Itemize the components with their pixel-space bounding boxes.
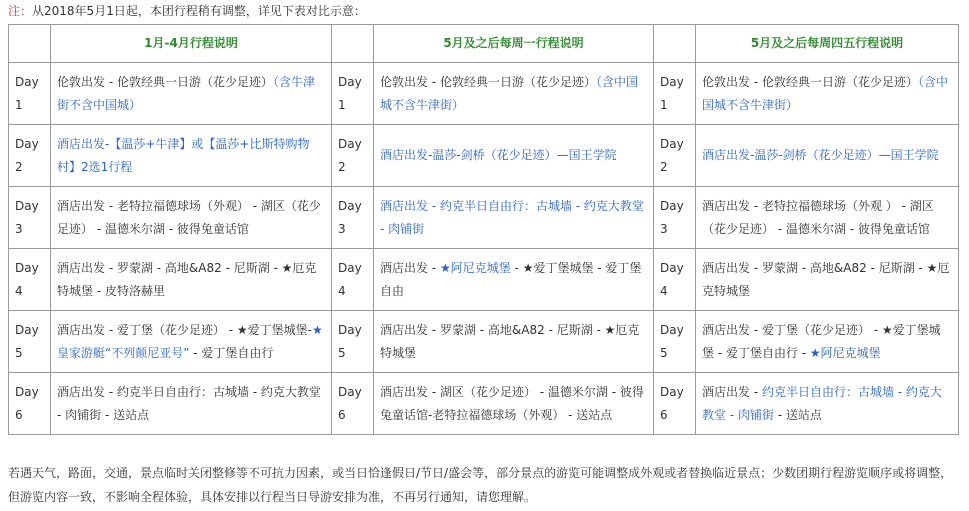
route-text: 酒店出发 - — [702, 384, 762, 399]
disclaimer-text: 若遇天气，路面，交通，景点临时关闭整修等不可抗力因素，或当日恰逢假日/节日/盛会等，部分景点的游览可能调整成外观或者替换临近景点；少数团期行程游览顺序或将调整，但游览内容一致，不影响全程体验，具体安排以行程当日导游安排为准，不再另行通知，请您理解。 — [8, 466, 953, 504]
route-text: - 爱丁堡自由行 — [189, 345, 274, 360]
itinerary-cell — [374, 125, 654, 187]
header-may-monday: 5月及之后每周一行程说明 — [374, 25, 654, 63]
route-text: 伦敦出发 - 伦敦经典一日游（花少足迹） — [702, 74, 918, 89]
route-text: 酒店出发 - 爱丁堡（花少足迹） - ★爱丁堡城堡 - 爱丁堡自由行 - — [702, 322, 941, 360]
itinerary-cell — [696, 311, 959, 373]
itinerary-cell — [696, 249, 959, 311]
day-label: Day5 — [9, 311, 51, 373]
highlighted-route-text: ★阿尼克城堡 — [439, 260, 511, 275]
day-label: Day3 — [654, 187, 696, 249]
itinerary-cell — [51, 125, 332, 187]
table-row — [9, 249, 959, 311]
day-label: Day6 — [332, 373, 374, 435]
highlighted-route-text: 约克半日自由行：古城墙 - 约克大教堂 - 肉铺街 — [702, 384, 942, 422]
itinerary-cell — [374, 311, 654, 373]
itinerary-cell — [696, 125, 959, 187]
itinerary-cell — [374, 373, 654, 435]
table-row — [9, 63, 959, 125]
day-label: Day3 — [9, 187, 51, 249]
day-label: Day4 — [332, 249, 374, 311]
header-jan-apr: 1月-4月行程说明 — [51, 25, 332, 63]
notice-label: 注： — [8, 4, 33, 18]
itinerary-cell — [51, 63, 332, 125]
day-label: Day4 — [654, 249, 696, 311]
route-text: 酒店出发 - 罗蒙湖 - 高地&A82 - 尼斯湖 - ★厄克特城堡 — [702, 260, 950, 298]
itinerary-cell — [51, 311, 332, 373]
header-spacer — [654, 25, 696, 63]
itinerary-cell — [51, 373, 332, 435]
highlighted-route-text: （含中国城不含牛津街） — [702, 74, 948, 112]
header-spacer — [9, 25, 51, 63]
route-text: 伦敦出发 - 伦敦经典一日游（花少足迹） — [380, 74, 596, 89]
highlighted-route-text: 酒店出发-温莎-剑桥（花少足迹）—国王学院 — [380, 148, 617, 162]
itinerary-cell — [51, 249, 332, 311]
day-label: Day2 — [9, 125, 51, 187]
day-label: Day4 — [9, 249, 51, 311]
day-label: Day6 — [9, 373, 51, 435]
highlighted-route-text: 酒店出发-【温莎+牛津】或【温莎+比斯特购物村】2选1行程 — [57, 136, 310, 174]
route-text: 酒店出发 - — [380, 260, 440, 275]
highlighted-route-text: ★阿尼克城堡 — [809, 345, 881, 360]
route-text: 酒店出发 - 老特拉福德球场（外观） - 湖区（花少足迹） - 温德米尔湖 - 彼得兔童话馆 — [57, 198, 321, 236]
day-label: Day1 — [654, 63, 696, 125]
notice-line — [8, 3, 366, 19]
day-label: Day2 — [654, 125, 696, 187]
notice-text: 从2018年5月1日起，本团行程稍有调整，详见下表对比示意： — [32, 4, 366, 18]
table-row — [9, 187, 959, 249]
day-label: Day3 — [332, 187, 374, 249]
highlighted-route-text: （含牛津街不含中国城） — [57, 74, 315, 112]
highlighted-route-text: 酒店出发-温莎-剑桥（花少足迹）—国王学院 — [702, 148, 939, 162]
itinerary-cell — [51, 187, 332, 249]
table-row — [9, 311, 959, 373]
highlighted-route-text: 酒店出发 - 约克半日自由行：古城墙 - 约克大教堂 - 肉铺街 — [380, 198, 644, 236]
header-may-thu-fri: 5月及之后每周四五行程说明 — [696, 25, 959, 63]
route-text: - ★爱丁堡城堡 - 爱丁堡自由 — [380, 260, 642, 298]
itinerary-cell — [374, 249, 654, 311]
day-label: Day5 — [332, 311, 374, 373]
route-text: 酒店出发 - 老特拉福德球场（外观 ） - 湖区（花少足迹） - 温德米尔湖 - 彼得兔童话馆 — [702, 198, 934, 236]
highlighted-route-text: ★皇家游艇“不列颠尼亚号” — [57, 322, 323, 360]
header-spacer — [332, 25, 374, 63]
itinerary-cell — [696, 63, 959, 125]
route-text: - 送站点 — [773, 407, 822, 422]
day-label: Day1 — [9, 63, 51, 125]
day-label: Day2 — [332, 125, 374, 187]
route-text: 酒店出发 - 罗蒙湖 - 高地&A82 - 尼斯湖 - ★厄克特城堡 - 皮特洛赫里 — [57, 260, 317, 298]
table-row — [9, 125, 959, 187]
table-row — [9, 373, 959, 435]
route-text: 酒店出发 - 爱丁堡（花少足迹） - ★爱丁堡城堡- — [57, 322, 313, 337]
itinerary-comparison-table — [8, 24, 959, 435]
itinerary-cell — [696, 373, 959, 435]
itinerary-cell — [374, 187, 654, 249]
table-header-row — [9, 25, 959, 63]
itinerary-cell — [374, 63, 654, 125]
day-label: Day1 — [332, 63, 374, 125]
itinerary-cell — [696, 187, 959, 249]
route-text: 酒店出发 - 罗蒙湖 - 高地&A82 - 尼斯湖 - ★厄克特城堡 — [380, 322, 640, 360]
day-label: Day6 — [654, 373, 696, 435]
route-text: 伦敦出发 - 伦敦经典一日游（花少足迹） — [57, 74, 273, 89]
highlighted-route-text: （含中国城不含牛津街） — [380, 74, 638, 112]
route-text: 酒店出发 - 约克半日自由行：古城墙 - 约克大教堂 - 肉铺街 - 送站点 — [57, 384, 321, 422]
day-label: Day5 — [654, 311, 696, 373]
route-text: 酒店出发 - 湖区（花少足迹） - 温德米尔湖 - 彼得兔童话馆-老特拉福德球场（外观） - 送站点 — [380, 384, 644, 422]
